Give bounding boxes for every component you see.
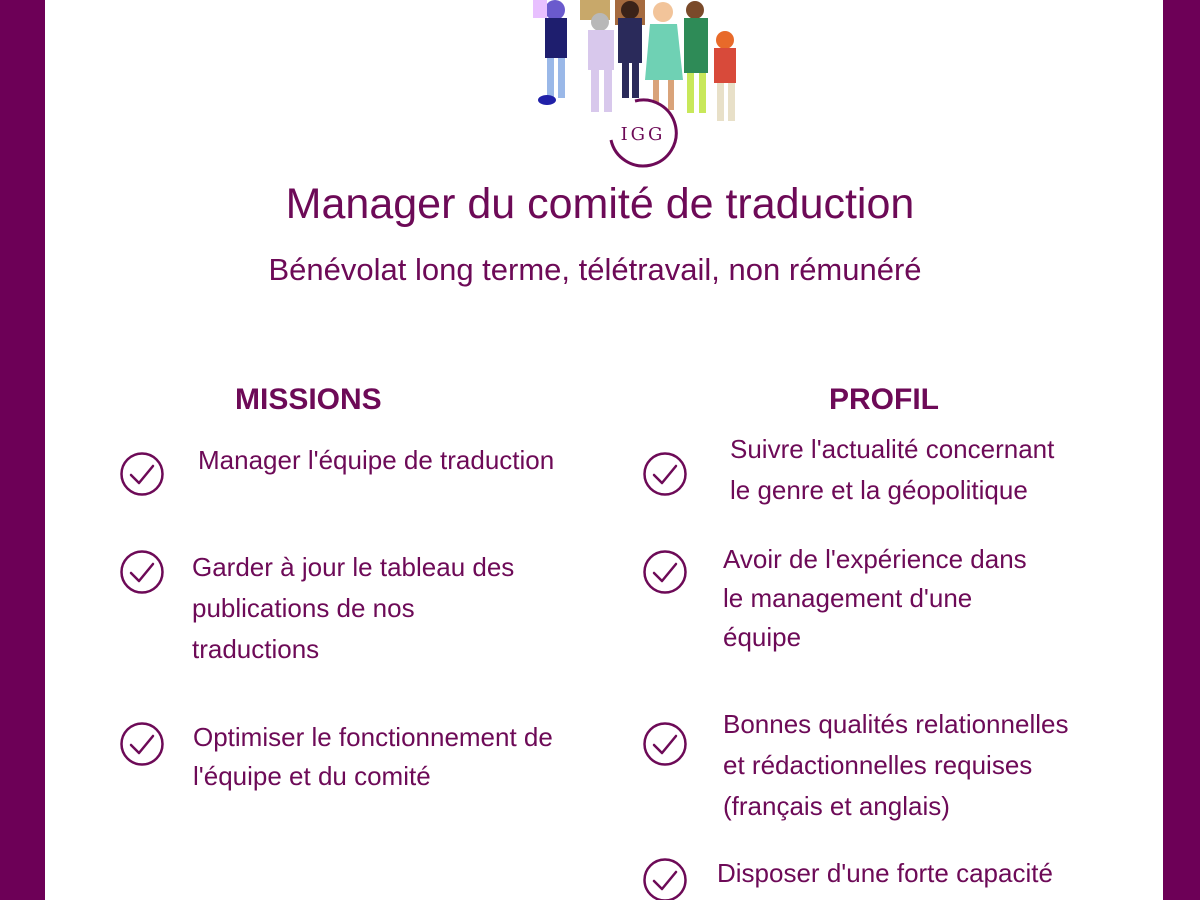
profil-heading: PROFIL xyxy=(829,383,939,416)
check-circle-icon xyxy=(642,549,688,595)
check-circle-icon xyxy=(119,451,165,497)
page-subtitle: Bénévolat long terme, télétravail, non rémunéré xyxy=(268,252,922,287)
check-circle-icon xyxy=(642,451,688,497)
mission-item-3: Optimiser le fonctionnement de l'équipe et du comité xyxy=(193,722,553,791)
mission-item-2: Garder à jour le tableau des publications de nos traductions xyxy=(192,552,515,664)
check-circle-icon xyxy=(119,549,165,595)
profil-item-3: Bonnes qualités relationnelles et rédactionnelles requises (français et anglais) xyxy=(723,709,1069,821)
people-illustration xyxy=(485,0,755,175)
profil-item-1: Suivre l'actualité concernant le genre et la géopolitique xyxy=(730,434,1055,505)
check-circle-icon xyxy=(642,721,688,767)
poster-card xyxy=(45,0,1163,900)
logo-text: IGG xyxy=(620,124,666,145)
check-circle-icon xyxy=(119,721,165,767)
profil-item-2: Avoir de l'expérience dans le management d'une équipe xyxy=(723,544,1027,652)
missions-heading: MISSIONS xyxy=(235,383,382,416)
mission-item-1: Manager l'équipe de traduction xyxy=(198,445,555,475)
check-circle-icon xyxy=(642,857,688,900)
profil-item-4: Disposer d'une forte capacité xyxy=(717,858,1053,888)
page-title: Manager du comité de traduction xyxy=(285,180,915,228)
